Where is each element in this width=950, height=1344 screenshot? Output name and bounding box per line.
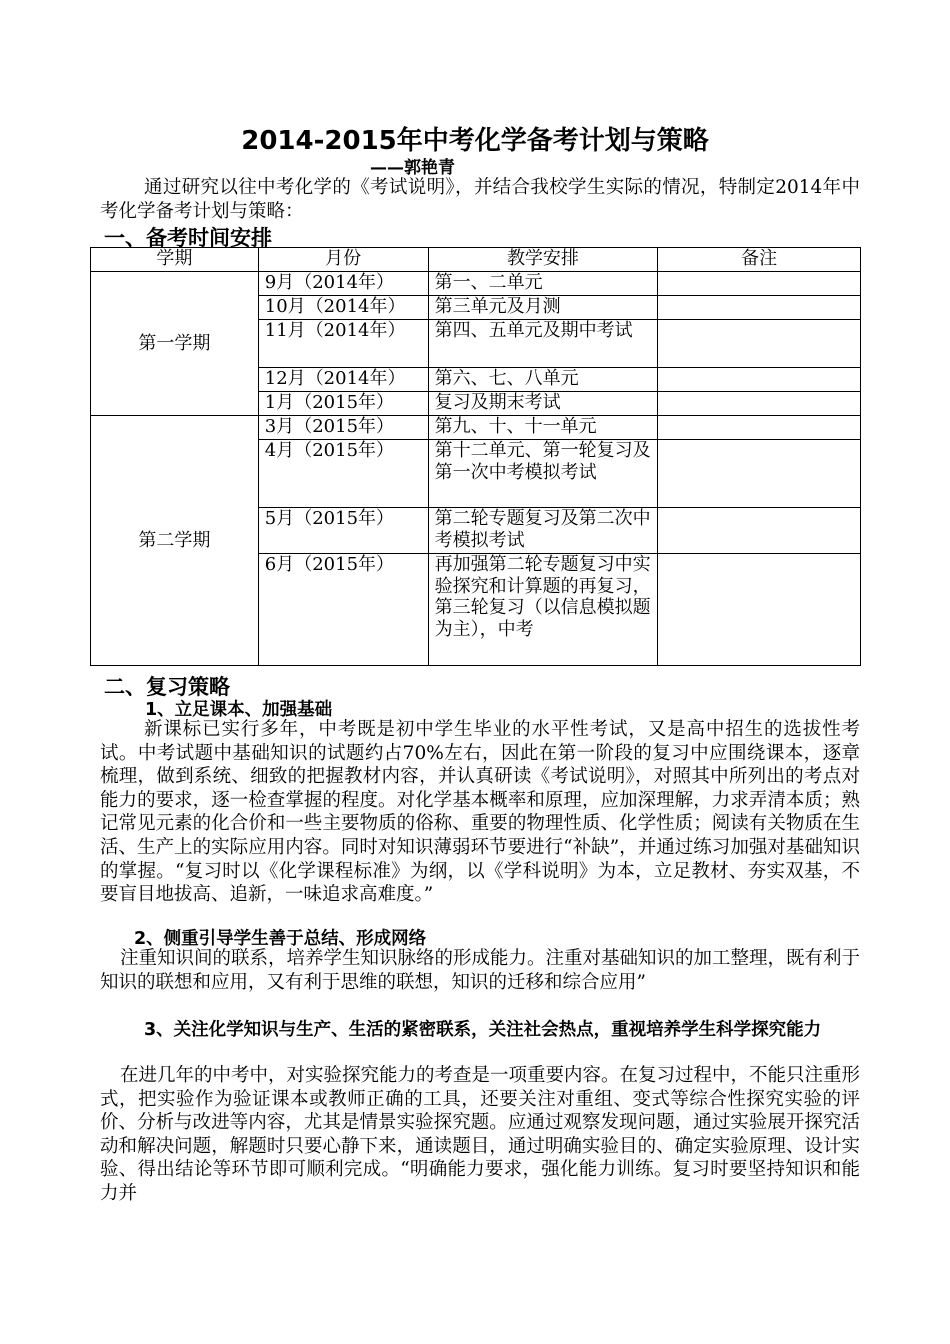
note-cell: [658, 320, 861, 368]
plan-cell: 再加强第二轮专题复习中实验探究和计算题的再复习，第三轮复习（以信息模拟题为主），中考: [428, 554, 658, 666]
term-cell: 第二学期: [91, 416, 259, 666]
strategy2-body: 注重知识间的联系，培养学生知识脉络的形成能力。注重对基础知识的加工整理，既有利于知识的联想和应用，又有利于思维的联想，知识的迁移和综合应用”: [100, 948, 861, 993]
header-month: 月份: [258, 248, 428, 272]
header-note: 备注: [658, 248, 861, 272]
note-cell: [658, 392, 861, 416]
note-cell: [658, 368, 861, 392]
term-cell: 第一学期: [91, 272, 259, 416]
document-title: 2014-2015年中考化学备考计划与策略: [241, 126, 709, 156]
plan-cell: 第四、五单元及期中考试: [428, 320, 658, 368]
note-cell: [658, 440, 861, 508]
month-cell: 1月（2015年）: [258, 392, 428, 416]
plan-cell: 第九、十、十一单元: [428, 416, 658, 440]
plan-cell: 第三单元及月测: [428, 296, 658, 320]
schedule-table: [90, 247, 861, 666]
table-row: [91, 416, 861, 440]
month-cell: 4月（2015年）: [258, 440, 428, 508]
plan-cell: 第六、七、八单元: [428, 368, 658, 392]
strategy2-title: 2、侧重引导学生善于总结、形成网络: [134, 929, 427, 949]
header-term: 学期: [91, 248, 259, 272]
strategy1-body: 新课标已实行多年，中考既是初中学生毕业的水平性考试，又是高中招生的选拔性考试。中考试题中基础知识的试题约占70%左右，因此在第一阶段的复习中应围绕课本，逐章梳理，做到系统、细致的把握教材内容，并认真研读《考试说明》，对照其中所列出的考点对能力的要求，逐一检查掌握的程度。对化学基本概率和原理，应加深理解，力求弄清本质；熟记常见元素的化合价和一些主要物质的俗称、重要的物理性质、化学性质；阅读有关物质在生活、生产上的实际应用内容。同时对知识薄弱环节要进行“补缺”，并通过练习加强对基础知识的掌握。“复习时以《化学课程标准》为纲，以《学科说明》为本，立足教材、夯实双基，不要盲目地拔高、追新，一味追求高难度。”: [100, 719, 860, 906]
strategy1-title: 1、立足课本、加强基础: [145, 700, 333, 720]
note-cell: [658, 272, 861, 296]
plan-cell: 第二轮专题复习及第二次中考模拟考试: [428, 508, 658, 554]
header-plan: 教学安排: [428, 248, 658, 272]
month-cell: 3月（2015年）: [258, 416, 428, 440]
month-cell: 5月（2015年）: [258, 508, 428, 554]
section2-heading: 二、复习策略: [104, 675, 230, 699]
month-cell: 6月（2015年）: [258, 554, 428, 666]
month-cell: 9月（2014年）: [258, 272, 428, 296]
note-cell: [658, 508, 861, 554]
intro-paragraph: 通过研究以往中考化学的《考试说明》，并结合我校学生实际的情况，特制定2014年中考化学备考计划与策略：: [100, 177, 860, 222]
table-header-row: [91, 248, 861, 272]
plan-cell: 第十二单元、第一轮复习及第一次中考模拟考试: [428, 440, 658, 508]
plan-cell: 复习及期末考试: [428, 392, 658, 416]
month-cell: 10月（2014年）: [258, 296, 428, 320]
note-cell: [658, 416, 861, 440]
month-cell: 12月（2014年）: [258, 368, 428, 392]
strategy3-title: 3、关注化学知识与生产、生活的紧密联系，关注社会热点，重视培养学生科学探究能力: [144, 1020, 822, 1040]
note-cell: [658, 554, 861, 666]
table-row: [91, 272, 861, 296]
note-cell: [658, 296, 861, 320]
section1-heading: 一、备考时间安排: [104, 226, 272, 250]
author-line: ——郭艳青: [370, 158, 455, 178]
strategy3-body: 在进几年的中考中，对实验探究能力的考查是一项重要内容。在复习过程中，不能只注重形式，把实验作为验证课本或教师正确的工具，还要关注对重组、变式等综合性探究实验的评价、分析与改进等内容，尤其是情景实验探究题。应通过观察发现问题，通过实验展开探究活动和解决问题，解题时只要心静下来，通读题目，通过明确实验目的、确定实验原理、设计实验、得出结论等环节即可顺利完成。“明确能力要求，强化能力训练。复习时要坚持知识和能力并: [100, 1065, 861, 1204]
plan-cell: 第一、二单元: [428, 272, 658, 296]
month-cell: 11月（2014年）: [258, 320, 428, 368]
